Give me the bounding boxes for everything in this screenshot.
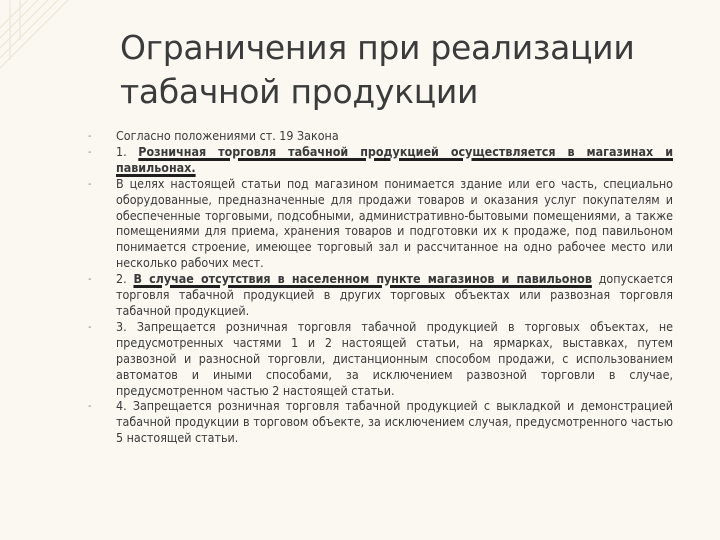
bullet-marker: -: [88, 272, 92, 286]
slide-title: Ограничения при реализации табачной продукции: [120, 28, 635, 111]
bullet-marker: -: [88, 144, 92, 158]
item-text: В целях настоящей статьи под магазином понимается здание или его часть, специально оборудованные, предназначенные для продажи товаров и оказания услуг покупателям и обеспеченные торговыми, подсобными, административно-бытовыми помещениями, а также помещениями для приема, хранения товаров и подготовки их к продаже, под павильоном понимается строение, имеющее торговый зал и рассчитанное на одно рабочее место или несколько рабочих мест.: [116, 175, 673, 271]
decorative-corner-lines-icon: [0, 0, 100, 100]
list-item: [88, 176, 673, 271]
item-text: 4. Запрещается розничная торговля табачной продукцией с выкладкой и демонстрацией табачной продукции в торговом объекте, за исключением случая, предусмотренного частью 5 настоящей статьи.: [116, 398, 673, 446]
list-item: [88, 128, 673, 144]
bullet-marker: -: [88, 399, 92, 413]
bullet-marker: -: [88, 176, 92, 190]
item-text: допускается торговля табачной продукцией в других торговых объектах или развозная торговля табачной продукцией.: [116, 271, 673, 318]
list-item: [88, 271, 673, 319]
item-number: 2.: [116, 271, 134, 287]
bullet-marker: -: [88, 129, 92, 142]
bullet-list: [88, 128, 673, 446]
item-number: 1.: [116, 143, 139, 159]
highlighted-text: В случае отсутствия в населенном пункте магазинов и павильонов: [133, 271, 592, 287]
highlighted-text: Розничная торговля табачной продукцией осуществляется в магазинах и павильонах.: [116, 143, 674, 175]
list-item: [88, 319, 673, 399]
list-item: [88, 398, 673, 446]
item-text: Согласно положениями ст. 19 Закона: [116, 128, 339, 143]
bullet-marker: -: [88, 319, 92, 333]
item-text: 3. Запрещается розничная торговля табачной продукцией в торговых объектах, не предусмотренных частями 1 и 2 настоящей статьи, на ярмарках, выставках, путем развозной и разносной торговли, дистанционным способом продажи, с использованием автоматов и иными способами, за исключением развозной торговли в случае, предусмотренном частью 2 настоящей статьи.: [116, 318, 673, 398]
list-item: [88, 144, 673, 176]
